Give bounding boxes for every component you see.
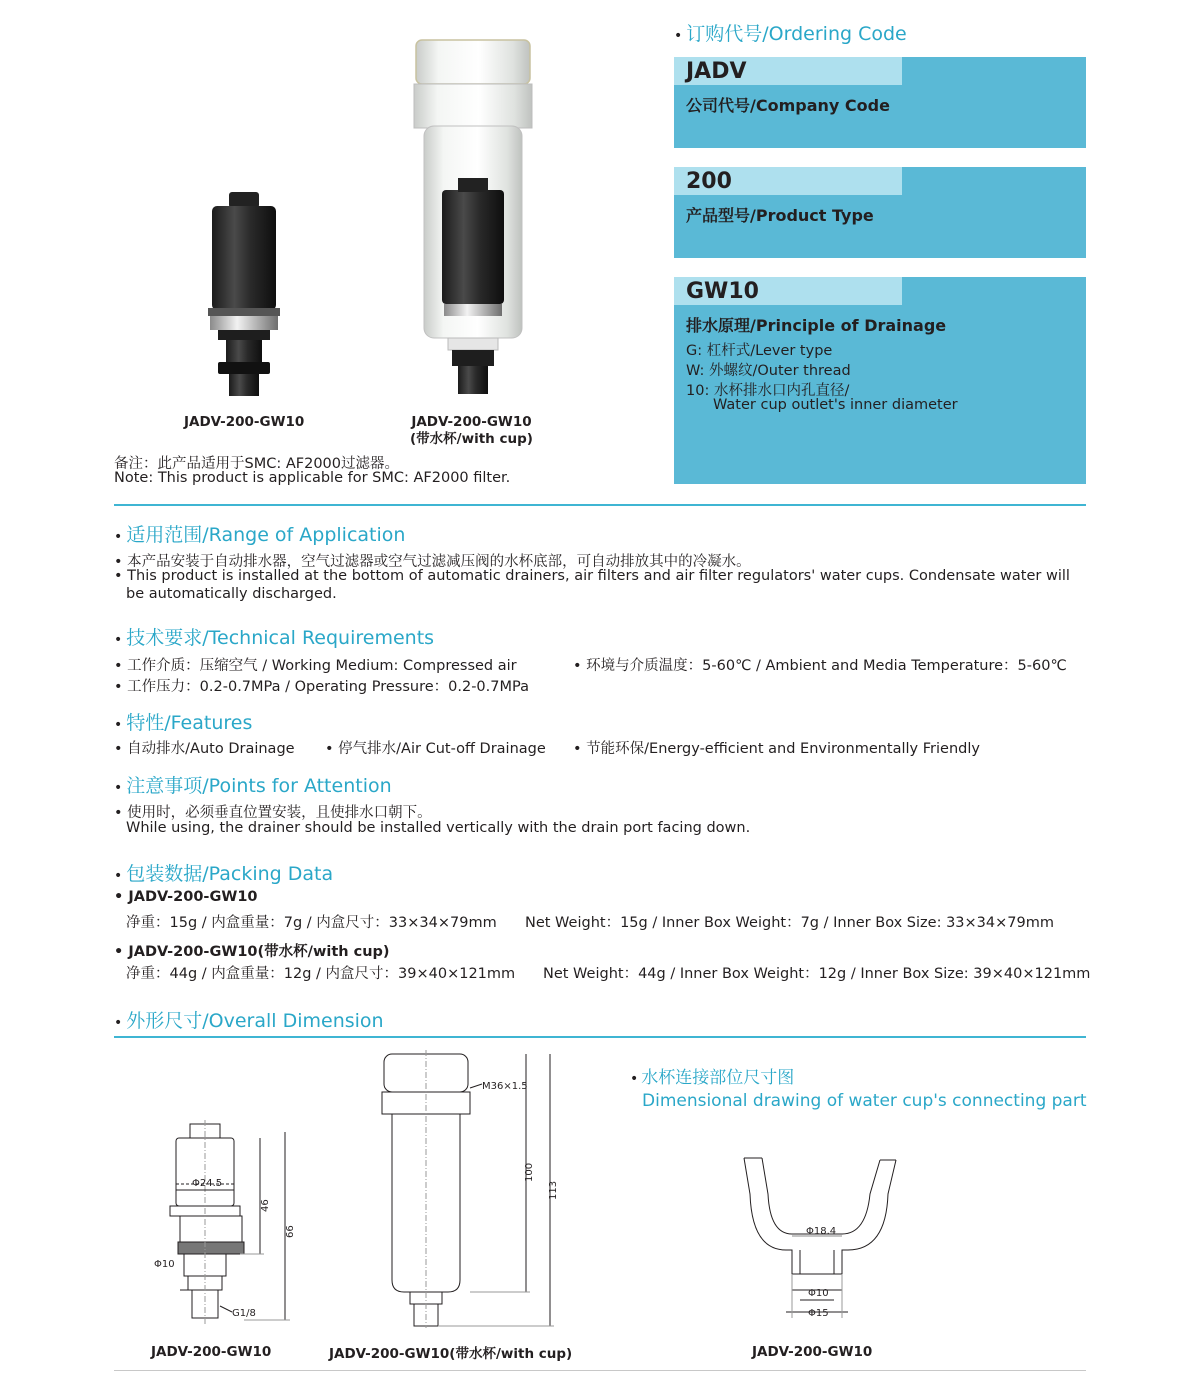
packing-title: • 包装数据/Packing Data (114, 863, 334, 885)
dimension-drawing-cup-connection (730, 1150, 910, 1330)
packing-cn: 净重：15g / 内盒重量：7g / 内盒尺寸：33×34×79mm (126, 915, 497, 931)
packing-en: Net Weight：44g / Inner Box Weight：12g / Inner Box Size: 39×40×121mm (543, 966, 1091, 982)
tech-pressure: • 工作压力：0.2-0.7MPa / Operating Pressure：0.2-0.7MPa (114, 679, 529, 695)
packing-model: • JADV-200-GW10 (114, 889, 258, 905)
ordering-title: • 订购代号/Ordering Code (674, 23, 907, 45)
features-title: • 特性/Features (114, 712, 253, 734)
dimension-caption-2: JADV-200-GW10(带水杯/with cup) (329, 1346, 573, 1362)
dim-label: Φ18.4 (806, 1226, 837, 1237)
drainage-box (674, 277, 1086, 484)
tech-temperature: • 环境与介质温度：5-60℃ / Ambient and Media Temperature：5-60℃ (573, 658, 1067, 674)
dim-label: 113 (548, 1180, 559, 1200)
dim-label: Φ10 (808, 1288, 829, 1299)
dimension-caption-3: JADV-200-GW10 (752, 1344, 873, 1360)
dim-label: Φ10 (154, 1259, 175, 1270)
dimension-drawing-with-cup (378, 1050, 568, 1330)
application-en-cont: be automatically discharged. (126, 586, 337, 602)
feature-item: • 停气排水/Air Cut-off Drainage (325, 741, 546, 757)
product-type-box (674, 167, 1086, 258)
product-photo-with-cup (408, 38, 538, 400)
attention-title: • 注意事项/Points for Attention (114, 775, 392, 797)
dimension-drawing-drainer (140, 1120, 310, 1330)
note-cn: 备注：此产品适用于SMC: AF2000过滤器。 (114, 456, 399, 472)
attention-en: While using, the drainer should be installed vertically with the drain port facing down. (126, 820, 751, 836)
divider (114, 1036, 1086, 1038)
drainage-line-w: W: 外螺纹/Outer thread (686, 363, 851, 379)
application-en: • This product is installed at the bottom of automatic drainers, air filters and air filter regulators' water cups. Condensate water will (114, 568, 1070, 584)
feature-item: • 自动排水/Auto Drainage (114, 741, 295, 757)
company-code-label: 公司代号/Company Code (686, 96, 890, 115)
tech-medium: • 工作介质：压缩空气 / Working Medium: Compressed air (114, 658, 517, 674)
dimension-caption-1: JADV-200-GW10 (151, 1344, 272, 1360)
cup-drawing-title: • 水杯连接部位尺寸图 Dimensional drawing of water cup's connecting part (630, 1068, 1087, 1111)
packing-cn: 净重：44g / 内盒重量：12g / 内盒尺寸：39×40×121mm (126, 966, 516, 982)
product-type-code: 200 (686, 169, 732, 194)
dim-label: M36×1.5 (482, 1081, 528, 1092)
dimension-title: • 外形尺寸/Overall Dimension (114, 1010, 384, 1032)
dim-label: 66 (285, 1225, 296, 1238)
divider (114, 504, 1086, 506)
application-title: • 适用范围/Range of Application (114, 524, 406, 546)
feature-item: • 节能环保/Energy-efficient and Environmentally Friendly (573, 741, 980, 757)
drainage-code: GW10 (686, 279, 759, 304)
dim-label: 46 (260, 1199, 271, 1212)
dim-label: Φ15 (808, 1308, 829, 1319)
product-photo-drainer (196, 190, 292, 400)
product2-caption: JADV-200-GW10 (带水杯/with cup) (410, 414, 533, 447)
application-cn: • 本产品安装于自动排水器，空气过滤器或空气过滤减压阀的水杯底部，可自动排放其中的冷凝水。 (114, 554, 751, 570)
dim-label: G1/8 (232, 1308, 256, 1319)
packing-en: Net Weight：15g / Inner Box Weight：7g / Inner Box Size: 33×34×79mm (525, 915, 1054, 931)
drainage-line-10: 10: 水杯排水口内孔直径/ (686, 383, 850, 399)
company-code: JADV (686, 59, 747, 84)
company-code-box (674, 57, 1086, 148)
drainage-line-10-en: Water cup outlet's inner diameter (713, 397, 958, 413)
technical-title: • 技术要求/Technical Requirements (114, 627, 435, 649)
drainage-line-g: G: 杠杆式/Lever type (686, 343, 833, 359)
footer-divider (114, 1370, 1086, 1371)
note-en: Note: This product is applicable for SMC: AF2000 filter. (114, 470, 511, 486)
dim-label: 100 (524, 1162, 535, 1182)
packing-model: • JADV-200-GW10(带水杯/with cup) (114, 944, 390, 960)
dim-label: Φ24.5 (192, 1178, 223, 1189)
product1-caption: JADV-200-GW10 (184, 414, 305, 430)
attention-cn: • 使用时，必须垂直位置安装，且使排水口朝下。 (114, 805, 432, 821)
product-type-label: 产品型号/Product Type (686, 206, 874, 225)
drainage-label: 排水原理/Principle of Drainage (686, 316, 947, 335)
